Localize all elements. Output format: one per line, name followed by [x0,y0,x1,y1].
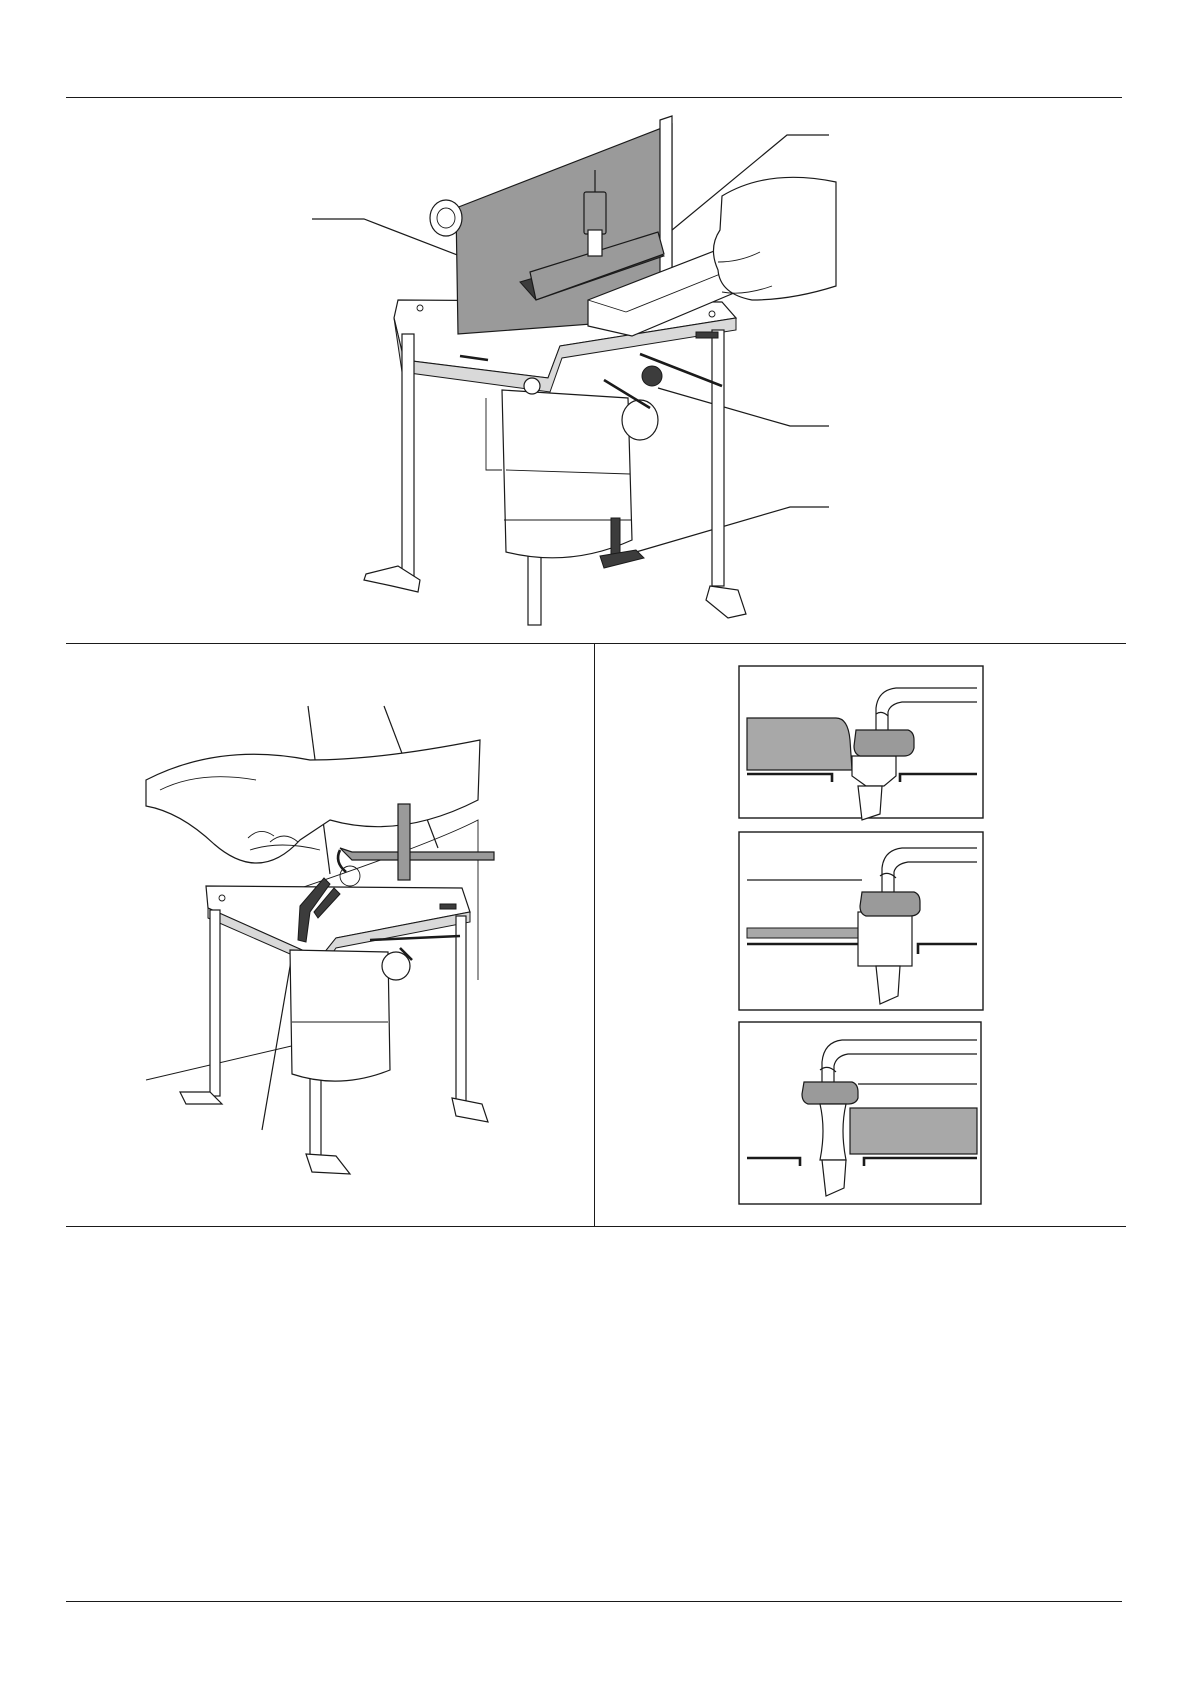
section-panel-3 [739,1022,981,1204]
section-panel-1 [739,666,983,820]
section-panel-2 [739,832,983,1010]
